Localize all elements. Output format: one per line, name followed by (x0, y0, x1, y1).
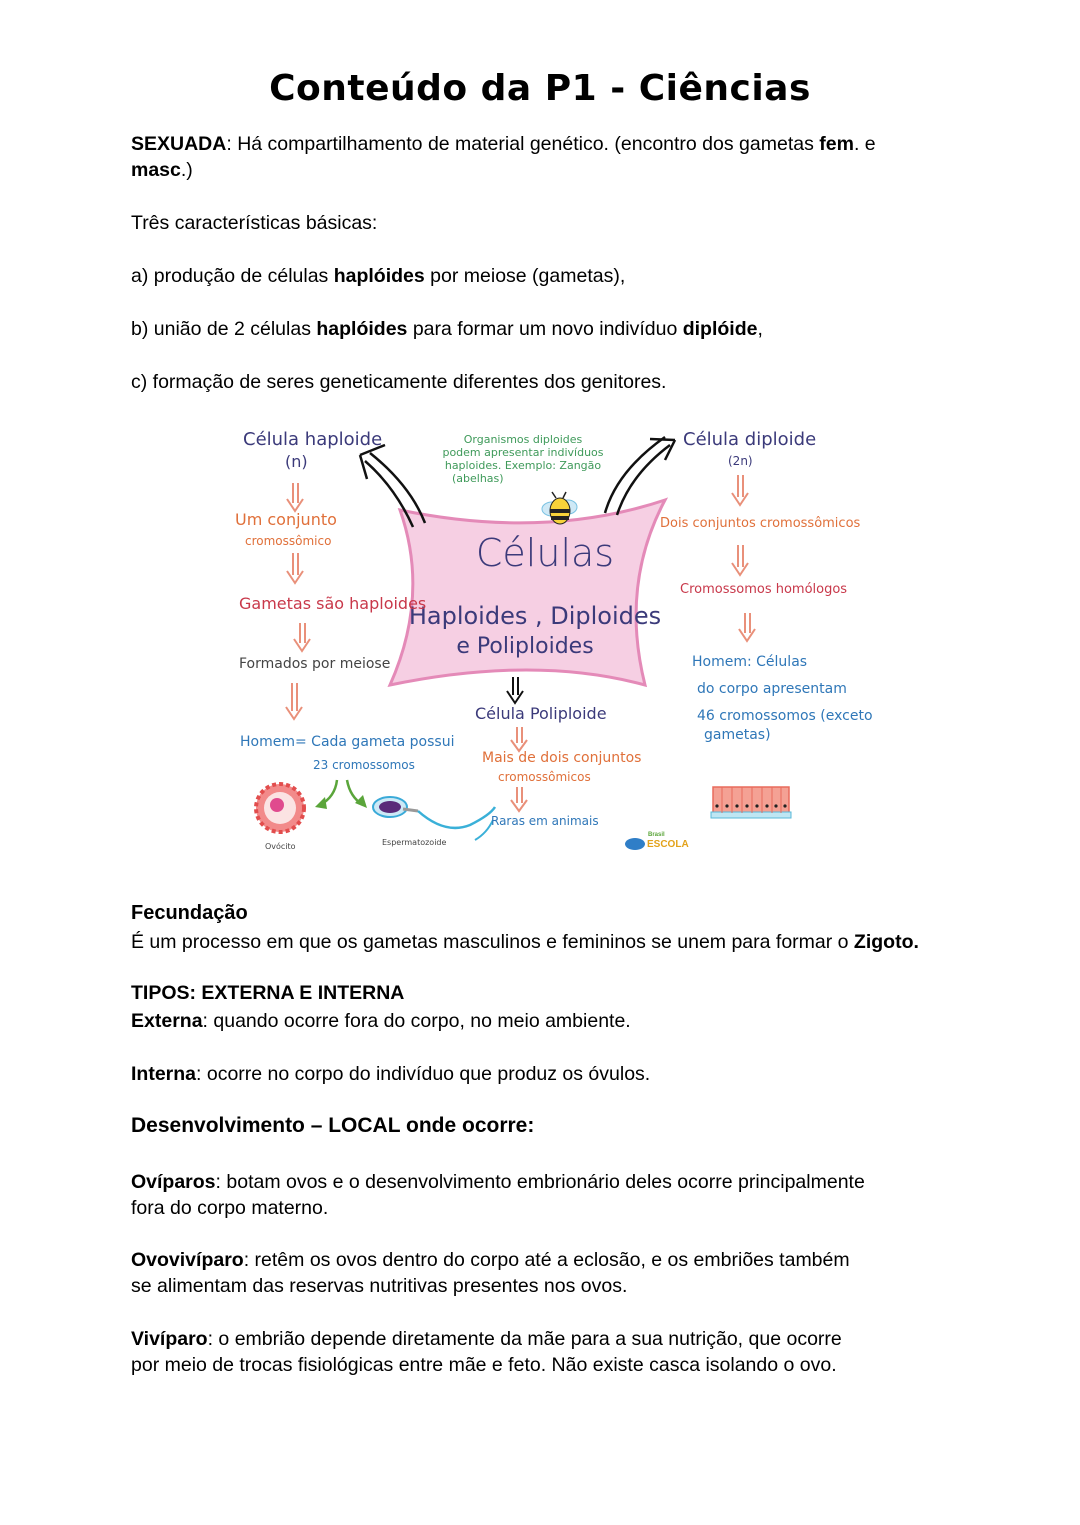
fecundacao-heading: Fecundação (131, 902, 248, 924)
espermatozoide-illustration (373, 797, 495, 828)
haploide-step-3: Formados por meiose (239, 656, 391, 672)
poliploide-step-1: Mais de dois conjuntos (482, 750, 642, 766)
cells-diagram (225, 415, 875, 865)
epithelial-cells-illustration (711, 787, 791, 818)
desenvolvimento-heading: Desenvolvimento – LOCAL onde ocorre: (131, 1114, 535, 1137)
sexuada-paragraph: SEXUADA: Há compartilhamento de material genético. (encontro dos gametas fem. e masc.) (131, 133, 876, 181)
diploide-step-2: Cromossomos homólogos (680, 582, 848, 597)
sexuada-label: SEXUADA (131, 133, 227, 155)
ovocito-illustration (256, 784, 304, 832)
poliploide-title: Célula Poliploide (475, 704, 607, 723)
center-subtitle-2: e Poliploides (456, 634, 594, 659)
haploide-step-1b: cromossômico (245, 534, 332, 548)
center-subtitle-1: Haploides , Diploides (408, 602, 662, 630)
haploide-step-2: Gametas são haploides (239, 594, 427, 613)
poliploide-step-1b: cromossômicos (498, 770, 591, 784)
ovocito-label: Ovócito (265, 842, 296, 851)
fecundacao-text: É um processo em que os gametas masculinos e femininos se unem para formar o Zigoto. (131, 931, 919, 953)
caracteristica-b: b) união de 2 células haplóides para formar um novo indivíduo diplóide, (131, 318, 763, 340)
haploide-notation: (n) (285, 452, 308, 471)
caracteristica-a: a) produção de células haplóides por meiose (gametas), (131, 265, 626, 287)
diploid-note: Organismos diploides podem apresentar indivíduos haploides. Exemplo: Zangão (abelhas) (442, 433, 604, 485)
externa-paragraph: Externa: quando ocorre fora do corpo, no meio ambiente. (131, 1010, 631, 1032)
espermatozoide-label: Espermatozoide (382, 838, 447, 847)
page-title: Conteúdo da P1 - Ciências (269, 68, 811, 109)
caracteristica-c: c) formação de seres geneticamente diferentes dos genitores. (131, 371, 667, 393)
haploide-title: Célula haploide (243, 429, 383, 450)
diploide-notation: (2n) (728, 454, 753, 468)
diploide-homem: Homem: Células do corpo apresentam 46 cromossomos (exceto gametas) (692, 654, 873, 743)
interna-paragraph: Interna: ocorre no corpo do indivíduo que produz os óvulos. (131, 1063, 651, 1085)
haploide-homem-2: 23 cromossomos (313, 758, 415, 772)
viviparo-paragraph: Vivíparo: o embrião depende diretamente da mãe para a sua nutrição, que ocorre por meio de trocas fisiológicas entre mãe e feto. Não existe casca isolando o ovo. (131, 1328, 842, 1376)
haploide-step-1: Um conjunto (235, 510, 337, 529)
diploide-step-1: Dois conjuntos cromossômicos (660, 516, 861, 531)
haploide-homem-1: Homem= Cada gameta possui (240, 734, 455, 750)
diploide-title: Célula diploide (683, 429, 817, 450)
logo-mark (625, 838, 645, 850)
ovoviviparo-paragraph: Ovovivíparo: retêm os ovos dentro do corpo até a eclosão, e os embriões também se alimentam das reservas nutritivas presentes nos ovos. (131, 1249, 850, 1297)
tipos-heading: TIPOS: EXTERNA E INTERNA (131, 982, 405, 1004)
caracteristicas-heading: Três características básicas: (131, 212, 378, 234)
logo-small-text: Brasil (648, 832, 665, 838)
poliploide-step-2: Raras em animais (491, 814, 599, 828)
center-title: Células (475, 531, 615, 575)
logo-text: ESCOLA (647, 839, 689, 850)
oviparos-paragraph: Ovíparos: botam ovos e o desenvolvimento embrionário deles ocorre principalmente fora do corpo materno. (131, 1171, 865, 1219)
